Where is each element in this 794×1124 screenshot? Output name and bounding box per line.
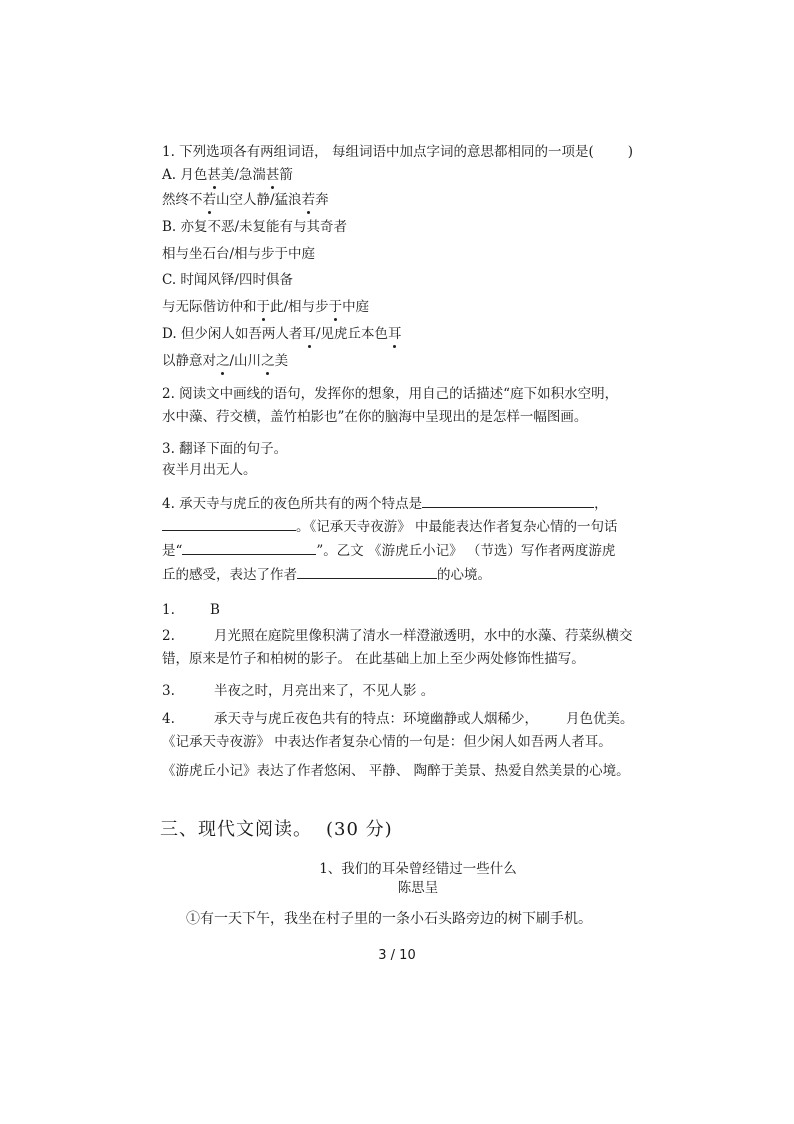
answer-blank-1[interactable]: [422, 494, 594, 508]
q4-line1: 4. 承天寺与虎丘的夜色所共有的两个特点是 ，: [162, 496, 608, 512]
q1-option-d-line2: 以静意对之/山川之美: [162, 353, 289, 369]
answer-4-line3: 《游虎丘小记》表达了作者悠闲、 平静、 陶醉于美景、热爱自然美景的心境。: [162, 763, 630, 779]
q1-option-b-line2: 相与坐石台/相与步于中庭: [162, 246, 316, 262]
q1-option-d-line1: D. 但少闲人如吾两人者耳/见虎丘本色耳: [162, 326, 402, 342]
answer-blank-4[interactable]: [297, 565, 437, 579]
q4-line4: 丘的感受，表达了作者 的心境。: [162, 567, 491, 583]
answer-1: 1. B: [162, 602, 220, 618]
answer-4-line1: 4. 承天寺与虎丘夜色共有的特点：环境幽静或人烟稀少， 月色优美。: [162, 711, 634, 727]
answer-2-line1: 2. 月光照在庭院里像积满了清水一样澄澈透明，水中的水藻、荇菜纵横交: [162, 628, 633, 644]
answer-blank-3[interactable]: [182, 541, 316, 555]
q1-option-c-line2: 与无际偕访仲和于此/相与步于中庭: [162, 299, 370, 315]
q2-line1: 2. 阅读文中画线的语句，发挥你的想象，用自己的话描述“庭下如积水空明，: [162, 386, 619, 402]
q4-line3: 是“ ”。乙文 《游虎丘小记》 （节选）写作者两度游虎: [162, 543, 616, 559]
article-title: 1、我们的耳朵曾经错过一些什么: [319, 861, 517, 877]
article-paragraph-1: ①有一天下午，我坐在村子里的一条小石头路旁边的树下刷手机。: [186, 911, 592, 927]
q4-line2: 。《记承天寺夜游》 中最能表达作者复杂心情的一句话: [162, 517, 618, 536]
q3-line2: 夜半月出无人。: [162, 462, 257, 478]
page-number: 3 / 10: [378, 948, 416, 963]
answer-3: 3. 半夜之时，月亮出来了，不见人影 。: [162, 683, 435, 699]
answer-2-line2: 错，原来是竹子和柏树的影子。 在此基础上加上至少两处修饰性描写。: [162, 651, 585, 667]
article-author: 陈思呈: [397, 880, 439, 896]
answer-4-line2: 《记承天寺夜游》 中表达作者复杂心情的一句是：但少闲人如吾两人者耳。: [162, 734, 612, 750]
q1-option-a-line2: 然终不若山空人静/猛浪若奔: [162, 192, 329, 208]
q1-option-a-line1: A. 月色甚美/急湍甚箭: [162, 167, 293, 183]
q1-option-b-line1: B. 亦复不恶/未复能有与其奇者: [162, 219, 348, 235]
answer-blank-2[interactable]: [162, 517, 296, 531]
section-heading: 三、现代文阅读。 (30 分): [160, 819, 393, 840]
q2-line2: 水中藻、荇交横，盖竹柏影也”在你的脑海中呈现出的是怎样一幅图画。: [162, 409, 588, 425]
q1-stem: 1. 下列选项各有两组词语， 每组词语中加点字词的意思都相同的一项是( ): [162, 144, 634, 160]
q1-option-c-line1: C. 时闻风铎/四时俱备: [162, 272, 293, 288]
q3-line1: 3. 翻译下面的句子。: [162, 441, 288, 457]
